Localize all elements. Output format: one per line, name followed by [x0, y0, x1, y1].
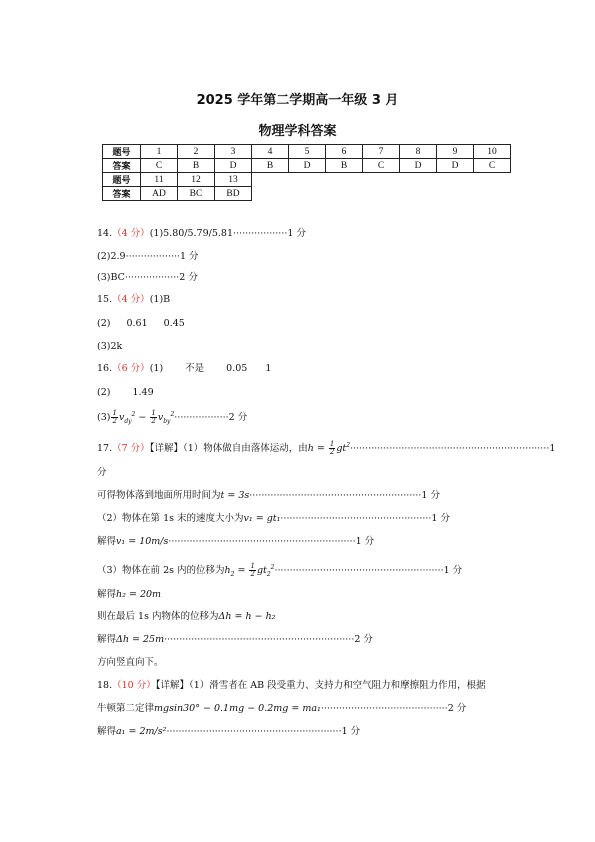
formula: $h_2$ = $\frac{1}{2}$ $gt_2^2$: [224, 562, 275, 579]
q17-line-3: [97, 512, 450, 526]
formula: Δh = h − h₂: [218, 611, 276, 622]
points-label: 1: [549, 443, 556, 455]
q17-line-2: [97, 489, 440, 503]
points-label: 2 分: [354, 634, 373, 645]
answer-text: 解得: [97, 589, 117, 600]
q17-line-9: [97, 656, 164, 670]
points-label: 1 分: [431, 513, 450, 524]
table-blank: [252, 173, 511, 187]
table-cell: 5: [289, 145, 326, 159]
score-label: （10 分）: [112, 680, 156, 691]
formula: t = 3s: [220, 490, 250, 501]
answer-text: 可得物体落到地面所用时间为: [97, 490, 221, 501]
row-label: 答案: [103, 159, 141, 173]
table-cell: 10: [474, 145, 511, 159]
q17-line-8: [97, 633, 373, 647]
points-label: 分: [97, 467, 107, 478]
row-label: 答案: [103, 187, 141, 201]
q15-line-2: [97, 317, 185, 331]
table-cell: B: [252, 159, 289, 173]
table-cell: C: [363, 159, 400, 173]
page-subtitle: 物理学科答案: [258, 124, 337, 139]
answer-text: (2)2.9: [97, 251, 126, 262]
table-cell: 3: [215, 145, 252, 159]
formula: h₂ = 20m: [116, 589, 162, 600]
table-cell: AD: [141, 187, 178, 201]
table-cell: B: [178, 159, 215, 173]
q17-line-1b: [97, 466, 107, 480]
points-label: 1 分: [443, 565, 463, 577]
answer-text: 方向竖直向下。: [97, 657, 164, 668]
table-cell: 6: [326, 145, 363, 159]
leader-dots: ······························································: [168, 536, 356, 547]
table-cell: 2: [178, 145, 215, 159]
answer-text: 解得: [97, 634, 117, 645]
answer-text: (1)5.80/5.79/5.81: [149, 228, 234, 239]
table-cell: D: [437, 159, 474, 173]
answer-text: 1.49: [132, 387, 154, 398]
q15-line-3: [97, 340, 122, 354]
answer-text: (2): [97, 318, 111, 329]
question-number: 18.: [97, 680, 113, 691]
leader-dots: ·························································: [249, 490, 422, 501]
page-title: 2025 学年第二学期高一年级 3 月: [196, 93, 399, 108]
formula: mgsin30° − 0.1mg − 0.2mg = ma₁: [154, 703, 321, 714]
points-label: 1 分: [179, 251, 199, 262]
q17-line-7: [97, 610, 276, 624]
leader-dots: ··················································: [280, 513, 432, 524]
q17-line-6: [97, 588, 161, 602]
q14-line-1: [97, 227, 306, 241]
formula: v₁ = gt₁: [243, 513, 281, 524]
q18-line-3: [97, 725, 360, 739]
score-label: （4 分）: [112, 294, 150, 305]
leader-dots: ··················: [124, 272, 180, 283]
table-blank: [252, 187, 511, 201]
table-cell: D: [289, 159, 326, 173]
question-number: 17.: [97, 443, 113, 455]
table-cell: 8: [400, 145, 437, 159]
answer-text: （3）物体在前 2s 内的位移为: [97, 565, 225, 577]
answer-text: 解得: [97, 536, 117, 547]
q16-line-2: [97, 386, 154, 400]
formula: $\frac{1}{2}$ $v_{dy}^2$ − $\frac{1}{2}$ $v_{by}^2$: [112, 409, 175, 426]
answer-text: 不是: [185, 363, 205, 374]
answer-text: 0.61: [126, 318, 148, 329]
answer-text: (1): [149, 363, 164, 374]
leader-dots: ·······························································: [164, 634, 355, 645]
leader-dots: ··················: [125, 251, 180, 262]
answer-text: (3)2k: [97, 341, 123, 352]
answer-text: (2): [97, 387, 111, 398]
answer-text: 则在最后 1s 内物体的位移为: [97, 611, 219, 622]
answer-text: （2）物体在第 1s 末的速度大小为: [97, 513, 244, 524]
question-number: 16.: [97, 363, 113, 374]
answer-text: (1)B: [149, 294, 171, 305]
table-row: [103, 173, 511, 187]
leader-dots: ························································: [274, 565, 444, 577]
q16-line-3: [97, 408, 247, 429]
leader-dots: ··········································: [320, 703, 448, 714]
answer-text: 0.45: [163, 318, 185, 329]
table-cell: 1: [141, 145, 178, 159]
points-label: 1 分: [421, 490, 440, 501]
q15-line-1: [97, 293, 170, 307]
leader-dots: ··················: [233, 228, 288, 239]
answer-text: 1: [265, 363, 272, 374]
row-label: 题号: [103, 145, 141, 159]
score-label: （4 分）: [112, 228, 150, 239]
table-cell: D: [400, 159, 437, 173]
points-label: 1 分: [355, 536, 375, 547]
points-label: 2 分: [179, 272, 198, 283]
table-cell: 7: [363, 145, 400, 159]
formula: h = $\frac{1}{2}$ $gt^2$: [307, 440, 351, 457]
q17-line-4: [97, 535, 374, 549]
answer-text: 0.05: [226, 363, 248, 374]
question-number: 14.: [97, 228, 113, 239]
q14-line-2: [97, 250, 199, 264]
table-cell: 11: [141, 173, 178, 187]
score-label: （6 分）: [112, 363, 150, 374]
question-number: 15.: [97, 294, 113, 305]
row-label: 题号: [103, 173, 141, 187]
answer-text: (3): [97, 412, 111, 424]
formula: v₁ = 10m/s: [116, 536, 169, 547]
q17-line-5: [97, 561, 462, 582]
q14-line-3: [97, 271, 198, 285]
table-cell: C: [474, 159, 511, 173]
answer-table: [102, 144, 511, 201]
q16-line-1: [97, 362, 271, 376]
q18-line-2: [97, 702, 466, 716]
q18-line-1: [97, 679, 486, 693]
answer-text: 牛顿第二定律: [97, 703, 155, 714]
q17-line-1: [97, 439, 555, 456]
table-row: [103, 159, 511, 173]
answer-text: 解得: [97, 726, 117, 737]
table-row: [103, 187, 511, 201]
answer-text: (3)BC: [97, 272, 125, 283]
formula: Δh = 25m: [116, 634, 165, 645]
formula: a₁ = 2m/s²: [116, 726, 167, 737]
table-cell: 13: [215, 173, 252, 187]
table-cell: BC: [178, 187, 215, 201]
leader-dots: ··························································: [166, 726, 342, 737]
leader-dots: ··································································: [350, 443, 550, 455]
points-label: 1 分: [341, 726, 361, 737]
answer-text: 【详解】（1）滑雪者在 AB 段受重力、支持力和空气阻力和摩擦阻力作用，根据: [155, 680, 486, 691]
answer-text: 【详解】（1）物体做自由落体运动，由: [149, 443, 308, 455]
table-cell: 9: [437, 145, 474, 159]
table-cell: B: [326, 159, 363, 173]
points-label: 2 分: [228, 412, 248, 424]
leader-dots: ··················: [174, 412, 229, 424]
table-cell: 4: [252, 145, 289, 159]
table-cell: 12: [178, 173, 215, 187]
points-label: 2 分: [447, 703, 467, 714]
score-label: （7 分）: [112, 443, 150, 455]
table-cell: D: [215, 159, 252, 173]
table-cell: C: [141, 159, 178, 173]
table-cell: BD: [215, 187, 252, 201]
points-label: 1 分: [287, 228, 306, 239]
table-row: [103, 145, 511, 159]
